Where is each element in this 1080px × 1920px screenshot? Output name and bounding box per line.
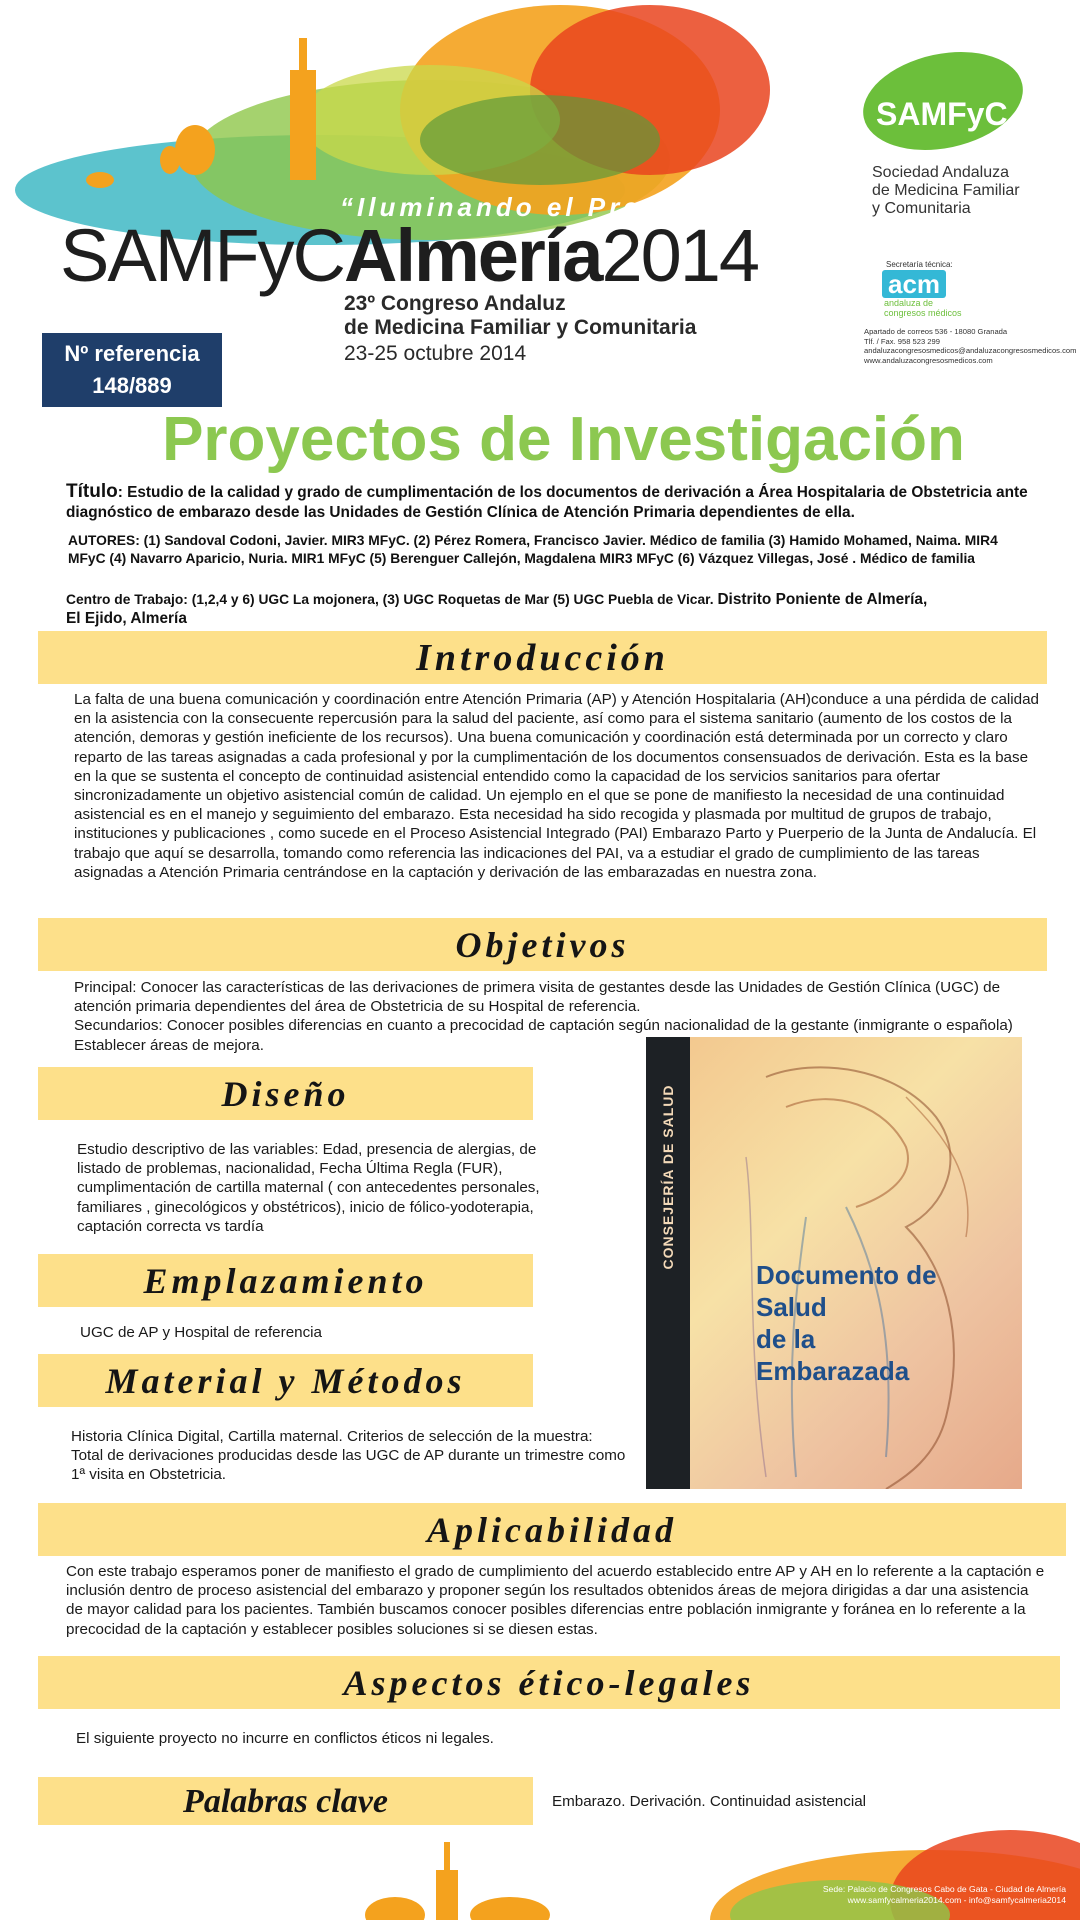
palabras-text: Embarazo. Derivación. Continuidad asistencial (552, 1793, 867, 1810)
samfyc-logo-text: SAMFyC (876, 96, 1008, 132)
section-aplicabilidad-title: Aplicabilidad (427, 1510, 677, 1550)
section-objetivos (38, 918, 1047, 971)
event-name (60, 216, 758, 296)
acm-subtitle (884, 298, 962, 318)
org-name-line-2: de Medicina Familiar (872, 182, 1020, 199)
acm-logo: acm (882, 270, 946, 298)
booklet-title (756, 1259, 937, 1387)
section-aplicabilidad (38, 1503, 1066, 1556)
section-material-title: Material y Métodos (105, 1361, 466, 1401)
congress-dates: 23-25 octubre 2014 (344, 342, 527, 365)
contact-line-1: Apartado de correos 536 - 18080 Granada (864, 327, 1008, 336)
diseno-text: Estudio descriptivo de las variables: Edad, presencia de alergias, de listado de problemas, nacionalidad, Fecha Última Regla (FUR), cumplimentación de cartilla maternal ( con antecedentes personales, familiares , ginecológicos y obstétricos), inicio de fólico-yodoterapia, captación correcta vs tardía (77, 1141, 540, 1235)
section-emplazamiento (38, 1254, 533, 1307)
org-name-line-1: Sociedad Andaluza (872, 164, 1009, 181)
acm-sub-2: congresos médicos (884, 308, 962, 318)
footer-venue: Sede: Palacio de Congresos Cabo de Gata - Ciudad de Almería (822, 1884, 1066, 1894)
work-center-district: Distrito Poniente de Almería, (717, 591, 928, 608)
acm-sub-1: andaluza de (884, 298, 934, 308)
study-title-text: : Estudio de la calidad y grado de cumplimentación de los documentos de derivación a Área Hospitalaria de Obstetricia ante diagnóstico de embarazo desde las Unidades de Gestión Clínica de Atención Primaria dependientes de ella. (66, 484, 1028, 521)
secretaria-label: Secretaría técnica: (886, 260, 953, 269)
footer-contact: www.samfycalmeria2014.com - info@samfycalmeria2014 (847, 1895, 1066, 1905)
authors: AUTORES: (1) Sandoval Codoni, Javier. MIR3 MFyC. (2) Pérez Romera, Francisco Javier. Médico de familia (3) Hamido Mohamed, Naima. MIR4 MFyC (4) Navarro Aparicio, Nuria. MIR1 MFyC (5) Berenguer Callejón, Magdalena MIR3 MFyC (6) Vázquez Villegas, José . Médico de familia (68, 533, 998, 566)
section-palabras-title: Palabras clave (183, 1783, 388, 1820)
section-aspectos-title: Aspectos ético-legales (343, 1663, 755, 1703)
section-diseno-title: Diseño (221, 1074, 350, 1114)
congress-line-2: de Medicina Familiar y Comunitaria (344, 316, 697, 339)
org-contact (864, 327, 1076, 365)
footer-text (700, 1884, 1066, 1906)
section-objetivos-title: Objetivos (455, 925, 630, 965)
introduccion-text: La falta de una buena comunicación y coordinación entre Atención Primaria (AP) y Atención Hospitalaria (AH)conduce a una pérdida de calidad en la asistencia con la consecuente repercusión para la salud del paciente, así como para el sistema sanitario (aumento de los costos de la atención, demoras y gestión ineficiente de los recursos). Una buena comunicación y coordinación está determinada por un correcto y claro reparto de las tareas asignadas a cada profesional y por la cumplimentación de los documentos consensuados de derivación. Esta es la base en la que se sustenta el concepto de continuidad asistencial entendido como la capacidad de los servicios sanitarios para ofertar sincronizadamente un objetivo asistencial común de calidad. Un ejemplo en el que se pone de manifiesto la necesidad de una continuidad asistencial es en el manejo y seguimiento del embarazo. Esta necesidad ha sido recogida y plasmada por multitud de grupos de trabajo, instituciones y publicaciones , como sucede en el Proceso Asistencial Integrado (PAI) Embarazo Parto y Puerperio de la Junta de Andalucía. El trabajo que aquí se desarrolla, tomando como referencia las indicaciones del PAI, va a estudiar el grado de cumplimiento de las tareas asignadas a Atención Primaria centrándose en la captación y derivación de las embarazadas en nuestra zona. (74, 691, 1039, 881)
section-emplazamiento-title: Emplazamiento (143, 1261, 428, 1301)
contact-line-2: Tlf. / Fax. 958 523 299 (864, 336, 940, 346)
event-name-year: 2014 (601, 214, 759, 297)
booklet-title-line-1: Documento de (756, 1260, 937, 1290)
reference-label: Nº referencia (64, 341, 200, 366)
section-diseno (38, 1067, 533, 1120)
aspectos-text: El siguiente proyecto no incurre en conflictos éticos ni legales. (76, 1730, 494, 1747)
emplazamiento-text: UGC de AP y Hospital de referencia (80, 1324, 322, 1341)
section-palabras (38, 1777, 533, 1825)
org-name (872, 164, 1020, 218)
objetivos-secundarios: Secundarios: Conocer posibles diferencias en cuanto a precocidad de captación según nacionalidad de la gestante (inmigrante o española) Establecer áreas de mejora. (74, 1017, 1013, 1054)
section-material (38, 1354, 533, 1407)
event-tagline: “Iluminando el Presente” (340, 192, 747, 222)
congress-line-1: 23º Congreso Andaluz (344, 292, 566, 315)
reference-box (42, 333, 222, 407)
booklet-title-line-2: Salud (756, 1292, 827, 1322)
work-center-city: El Ejido, Almería (66, 610, 187, 627)
work-center (66, 590, 1056, 628)
study-title-label: Título (66, 481, 118, 502)
booklet-photo (646, 1037, 1022, 1489)
material-text: Historia Clínica Digital, Cartilla maternal. Criterios de selección de la muestra: Total de derivaciones producidas desde las UGC de AP durante un trimestre como 1ª visita en Obstetricia. (71, 1428, 626, 1484)
contact-line-3: andaluzacongresosmedicos@andaluzacongresosmedicos.com (864, 346, 1077, 355)
reference-number: 148/889 (92, 373, 172, 398)
section-aspectos (38, 1656, 1060, 1709)
event-name-prefix: SAMFyC (60, 214, 344, 297)
main-title: Proyectos de Investigación (162, 405, 965, 474)
study-title (66, 482, 1046, 523)
org-name-line-3: y Comunitaria (872, 200, 971, 217)
section-introduccion (38, 631, 1047, 684)
aplicabilidad-text: Con este trabajo esperamos poner de manifiesto el grado de cumplimiento del acuerdo establecido entre AP y AH en lo referente a la captación e inclusión dentro de proceso asistencial del embarazo y proponer según los resultados obtenidos áreas de mejora dirigidas a dar una asistencia de mayor calidad para los pacientes. También buscamos conocer posibles diferencias entre población inmigrante y foránea en lo referente a la precocidad de la captación y establecer posibles soluciones si se diesen estas. (66, 1563, 1045, 1638)
work-center-units: Centro de Trabajo: (1,2,4 y 6) UGC La mojonera, (3) UGC Roquetas de Mar (5) UGC Puebla de Vicar. (66, 592, 714, 607)
event-name-city: Almería (344, 214, 602, 297)
objetivos-principal: Principal: Conocer las características de las derivaciones de primera visita de gestantes desde las Unidades de Gestión Clínica (UGC) de atención primaria dependientes del área de Obstetricia de su Hospital de referencia. (74, 979, 1001, 1016)
booklet-title-line-4: Embarazada (756, 1356, 910, 1386)
contact-line-4: www.andaluzacongresosmedicos.com (864, 355, 993, 365)
booklet-spine-text: CONSEJERÍA DE SALUD (660, 1084, 676, 1270)
section-introduccion-title: Introducción (416, 637, 669, 679)
booklet-title-line-3: de la (756, 1324, 816, 1354)
